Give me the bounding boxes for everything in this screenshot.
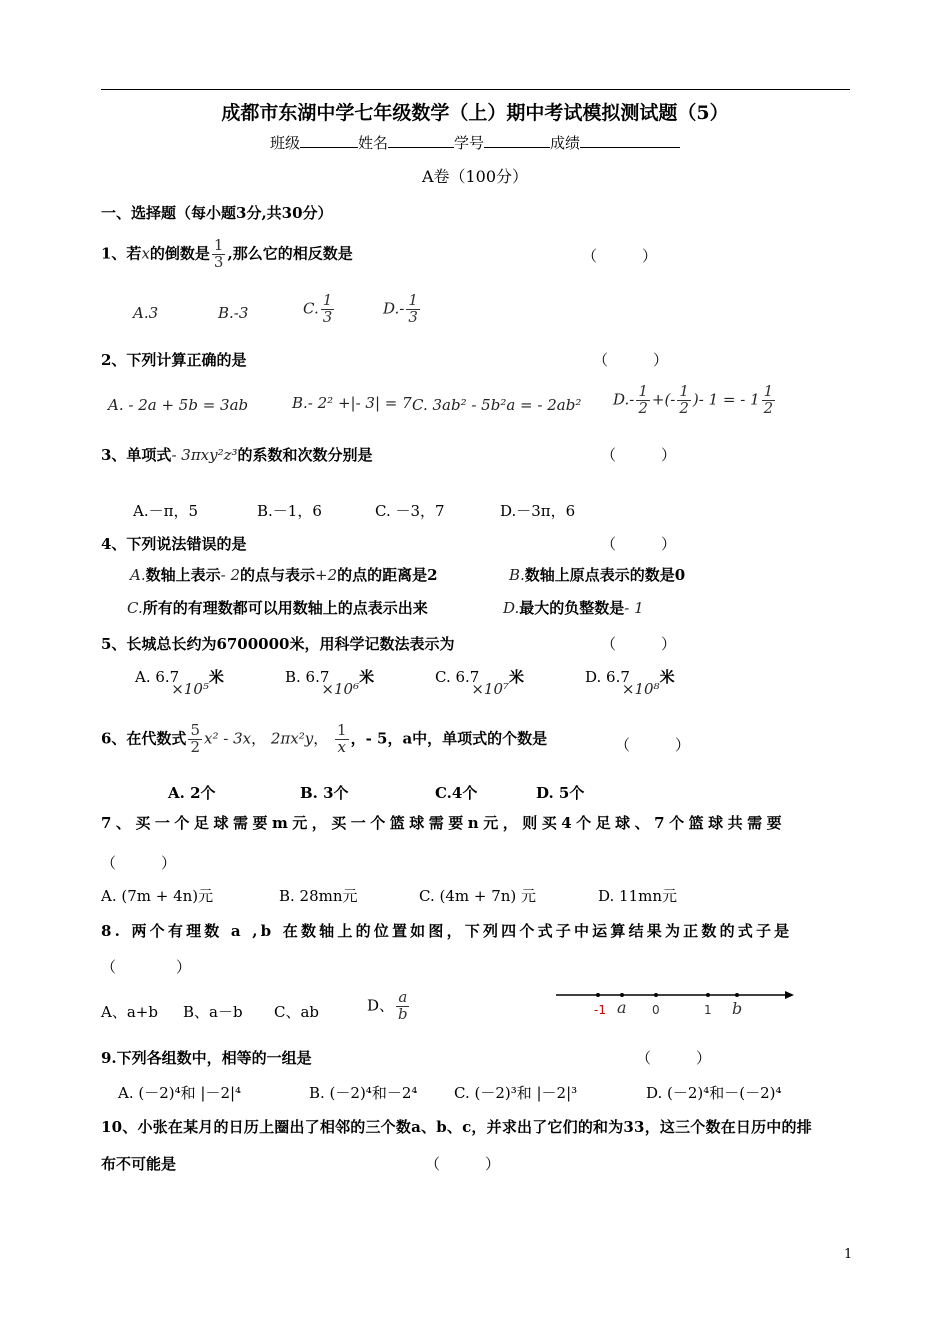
q7-answer-paren[interactable]: （ ） [101, 854, 177, 872]
q6-option-d[interactable]: D. 5个 [536, 784, 585, 802]
id-label: 学号 [454, 134, 485, 152]
top-rule [101, 89, 850, 90]
q7-option-a[interactable]: A. (7m + 4n)元 [101, 887, 214, 905]
label-a: a [617, 998, 627, 1017]
q8-option-a[interactable]: A、a+b [101, 1003, 158, 1021]
q1-answer-paren[interactable]: （ ） [582, 247, 658, 265]
q2-option-b[interactable]: B.- 2² +|- 3| = 7 [292, 394, 412, 412]
question-6: 6、在代数式 $\frac{5}{2}$ x² - 3x， 2πx²y， $\frac{1}{x}$ ，- 5，a中，单项式的个数是 [101, 721, 548, 756]
q1-mid: 的倒数是 [149, 244, 210, 263]
q5-option-b[interactable]: B. 6.7×10⁶米 [285, 668, 375, 698]
q6-option-b[interactable]: B. 3个 [300, 784, 349, 802]
q5-answer-paren[interactable]: （ ） [601, 635, 677, 653]
q7-option-d[interactable]: D. 11mn元 [598, 887, 677, 905]
q4-option-c[interactable]: C.所有的有理数都可以用数轴上的点表示出来 [127, 599, 428, 617]
label-zero: 0 [652, 1003, 660, 1017]
score-blank[interactable] [580, 133, 680, 148]
class-blank[interactable] [300, 133, 358, 148]
question-10-line2: 布不可能是 [101, 1155, 177, 1173]
point-a [620, 993, 624, 997]
q4-option-a[interactable]: A.数轴上表示- 2的点与表示+2的点的距离是2 [130, 566, 438, 584]
q5-option-d[interactable]: D. 6.7×10⁸米 [585, 668, 675, 698]
q9-option-a[interactable]: A. (－2)⁴和 |－2|⁴ [118, 1084, 242, 1102]
tick-neg1 [596, 993, 600, 997]
q7-option-b[interactable]: B. 28mn元 [279, 887, 358, 905]
paper-a-heading: A卷（100分） [421, 167, 529, 186]
class-label: 班级 [270, 134, 301, 152]
name-label: 姓名 [358, 134, 389, 152]
q4-option-d[interactable]: D.最大的负整数是- 1 [503, 599, 644, 617]
id-blank[interactable] [484, 133, 550, 148]
point-b [735, 993, 739, 997]
q1-option-d[interactable]: D.- $\frac{1}{3}$ [383, 291, 418, 326]
q8-answer-paren[interactable]: （ ） [101, 958, 192, 976]
q5-option-a[interactable]: A. 6.7×10⁵米 [135, 668, 224, 698]
q1-pre: 1、若 [101, 244, 142, 263]
question-3: 3、单项式- 3πxy²z³的系数和次数分别是 [101, 446, 373, 464]
q3-expression: - 3πxy²z³ [171, 446, 238, 464]
q3-option-b[interactable]: B.－1，6 [257, 502, 322, 520]
q2-answer-paren[interactable]: （ ） [593, 351, 669, 369]
q10-answer-paren[interactable]: （ ） [425, 1155, 501, 1173]
q7-option-c[interactable]: C. (4m + 7n) 元 [419, 887, 537, 905]
label-one: 1 [704, 1003, 712, 1017]
q1-option-b[interactable]: B.-3 [218, 304, 249, 322]
q1-fraction: $\frac{1}{3}$ [213, 236, 224, 271]
q9-option-d[interactable]: D. (－2)⁴和－(－2)⁴ [646, 1084, 782, 1102]
question-1 [101, 238, 353, 271]
q4-answer-paren[interactable]: （ ） [601, 535, 677, 553]
q8-option-d[interactable]: D、 $\frac{a}{b}$ [367, 988, 408, 1023]
q6-answer-paren[interactable]: （ ） [615, 736, 691, 754]
question-4: 4、下列说法错误的是 [101, 535, 247, 553]
page-title: 成都市东湖中学七年级数学（上）期中考试模拟测试题（5） [221, 102, 729, 124]
q8-option-c[interactable]: C、ab [274, 1003, 320, 1021]
q6-option-a[interactable]: A. 2个 [168, 784, 216, 802]
q2-option-c[interactable]: C. 3ab² - 5b²a = - 2ab² [412, 396, 582, 414]
q9-option-c[interactable]: C. (－2)³和 |－2|³ [454, 1084, 578, 1102]
q3-option-c[interactable]: C. －3，7 [375, 502, 445, 520]
question-7: 7、买一个足球需要m元，买一个篮球需要n元，则买4个足球、7个篮球共需要 [101, 814, 787, 832]
label-neg1: -1 [594, 1003, 606, 1017]
q2-option-a[interactable]: A. - 2a + 5b = 3ab [108, 396, 249, 414]
q1-option-a[interactable]: A.3 [133, 304, 159, 322]
q9-answer-paren[interactable]: （ ） [636, 1049, 712, 1067]
question-5: 5、长城总长约为6700000米，用科学记数法表示为 [101, 635, 455, 653]
q4-option-b[interactable]: B.数轴上原点表示的数是0 [509, 566, 686, 584]
question-8: 8. 两个有理数 a ,b 在数轴上的位置如图，下列四个式子中运算结果为正数的式子是 [101, 922, 793, 940]
q6-option-c[interactable]: C.4个 [435, 784, 478, 802]
q3-option-a[interactable]: A.－π，5 [133, 502, 199, 520]
tick-one [706, 993, 710, 997]
q3-answer-paren[interactable]: （ ） [601, 446, 677, 464]
q9-option-b[interactable]: B. (－2)⁴和－2⁴ [309, 1084, 418, 1102]
q1-option-c[interactable]: C. $\frac{1}{3}$ [303, 291, 333, 326]
q2-option-d[interactable]: D.- $\frac{1}{2}$ +(- $\frac{1}{2}$ )- 1 = - 1 $\frac{1}{2}$ [613, 382, 774, 417]
name-blank[interactable] [388, 133, 454, 148]
q8-option-b[interactable]: B、a－b [183, 1003, 243, 1021]
q3-option-d[interactable]: D.－3π，6 [500, 502, 576, 520]
question-2: 2、下列计算正确的是 [101, 351, 247, 369]
q1-post: ,那么它的相反数是 [227, 244, 353, 263]
question-10-line1: 10、小张在某月的日历上圈出了相邻的三个数a、b、c，并求出了它们的和为33，这三个数在日历中的排 [101, 1118, 812, 1136]
number-line-figure [550, 983, 800, 1023]
student-info [270, 132, 680, 153]
q5-option-c[interactable]: C. 6.7×10⁷米 [435, 668, 525, 698]
section-heading: 一、选择题（每小题3分,共30分） [101, 204, 333, 222]
q1-var: x [141, 244, 150, 263]
question-9: 9.下列各组数中，相等的一组是 [101, 1049, 312, 1067]
page-number: 1 [844, 1247, 853, 1262]
score-label: 成绩 [550, 134, 581, 152]
number-line-arrow [785, 991, 794, 999]
tick-zero [654, 993, 658, 997]
label-b: b [732, 999, 743, 1018]
